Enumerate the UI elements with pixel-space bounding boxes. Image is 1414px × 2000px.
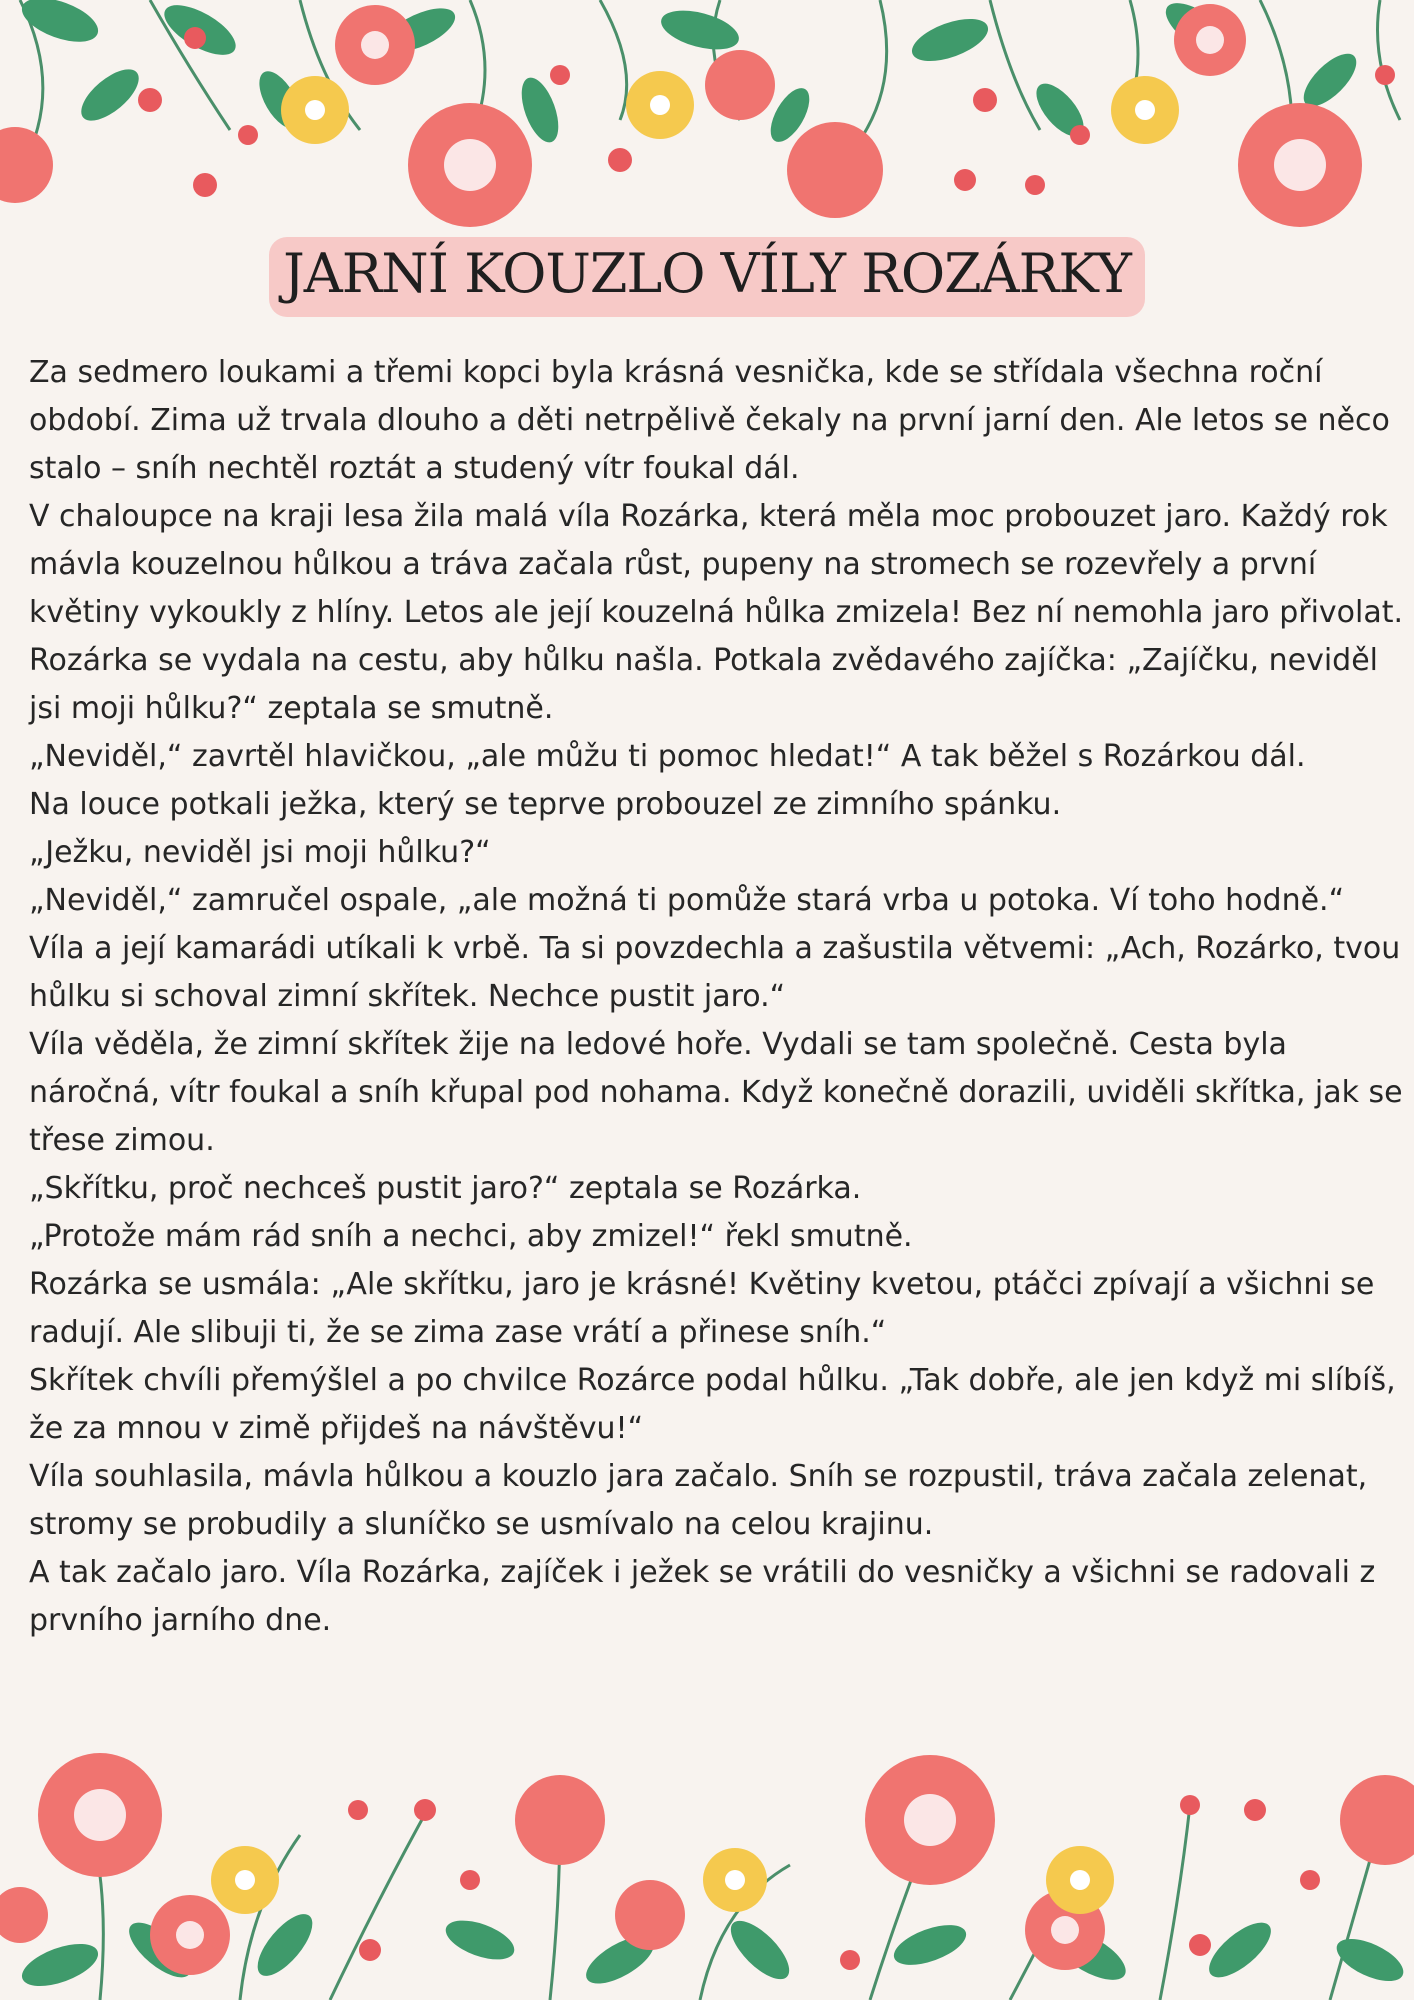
- paragraph: „Skřítku, proč nechceš pustit jaro?“ zeptala se Rozárka.: [29, 1171, 862, 1206]
- top-floral-border: [0, 0, 1414, 240]
- paragraph: Rozárka se vydala na cestu, aby hůlku našla. Potkala zvědavého zajíčka: „Zajíčku, neviděl jsi moji hůlku?“ zeptala se smutně.: [29, 643, 1379, 726]
- paragraph: „Neviděl,“ zavrtěl hlavičkou, „ale můžu ti pomoc hledat!“ A tak běžel s Rozárkou dál.: [29, 739, 1306, 774]
- paragraph: Na louce potkali ježka, který se teprve probouzel ze zimního spánku.: [29, 787, 1062, 822]
- paragraph: Víla souhlasila, mávla hůlkou a kouzlo jara začalo. Sníh se rozpustil, tráva začala zelenat, stromy se probudily a sluníčko se usmívalo na celou krajinu.: [29, 1459, 1368, 1542]
- bottom-floral-border: [0, 1745, 1414, 2000]
- paragraph: Rozárka se usmála: „Ale skřítku, jaro je krásné! Květiny kvetou, ptáčci zpívají a všichni se radují. Ale slibuji ti, že se zima zase vrátí a přinese sníh.“: [29, 1267, 1375, 1350]
- paragraph: A tak začalo jaro. Víla Rozárka, zajíček i ježek se vrátili do vesničky a všichni se radovali z prvního jarního dne.: [29, 1555, 1376, 1638]
- story-body: [29, 349, 1414, 1645]
- paragraph: Za sedmero loukami a třemi kopci byla krásná vesnička, kde se střídala všechna roční období. Zima už trvala dlouho a děti netrpělivě čekaly na první jarní den. Ale letos se něco stalo – sníh nechtěl roztát a studený vítr foukal dál.: [29, 355, 1390, 486]
- paragraph: „Neviděl,“ zamručel ospale, „ale možná ti pomůže stará vrba u potoka. Ví toho hodně.“: [29, 883, 1345, 918]
- paragraph: Skřítek chvíli přemýšlel a po chvilce Rozárce podal hůlku. „Tak dobře, ale jen když mi slíbíš, že za mnou v zimě přijdeš na návštěvu!“: [29, 1363, 1396, 1446]
- paragraph: V chaloupce na kraji lesa žila malá víla Rozárka, která měla moc probouzet jaro. Každý rok mávla kouzelnou hůlkou a tráva začala růst, pupeny na stromech se rozevřely a první květiny vykoukly z hlíny. Letos ale její kouzelná hůlka zmizela! Bez ní nemohla jaro přivolat.: [29, 499, 1404, 630]
- paragraph: „Ježku, neviděl jsi moji hůlku?“: [29, 835, 491, 870]
- paragraph: „Protože mám rád sníh a nechci, aby zmizel!“ řekl smutně.: [29, 1219, 913, 1254]
- page-title: JARNÍ KOUZLO VÍLY ROZÁRKY: [269, 237, 1145, 317]
- title-wrapper: [0, 237, 1414, 317]
- paragraph: Víla a její kamarádi utíkali k vrbě. Ta si povzdechla a zašustila větvemi: „Ach, Rozárko, tvou hůlku si schoval zimní skřítek. Nechce pustit jaro.“: [29, 931, 1401, 1014]
- paragraph: Víla věděla, že zimní skřítek žije na ledové hoře. Vydali se tam společně. Cesta byla náročná, vítr foukal a sníh křupal pod nohama. Když konečně dorazili, uviděli skřítka, jak se třese zimou.: [29, 1027, 1403, 1158]
